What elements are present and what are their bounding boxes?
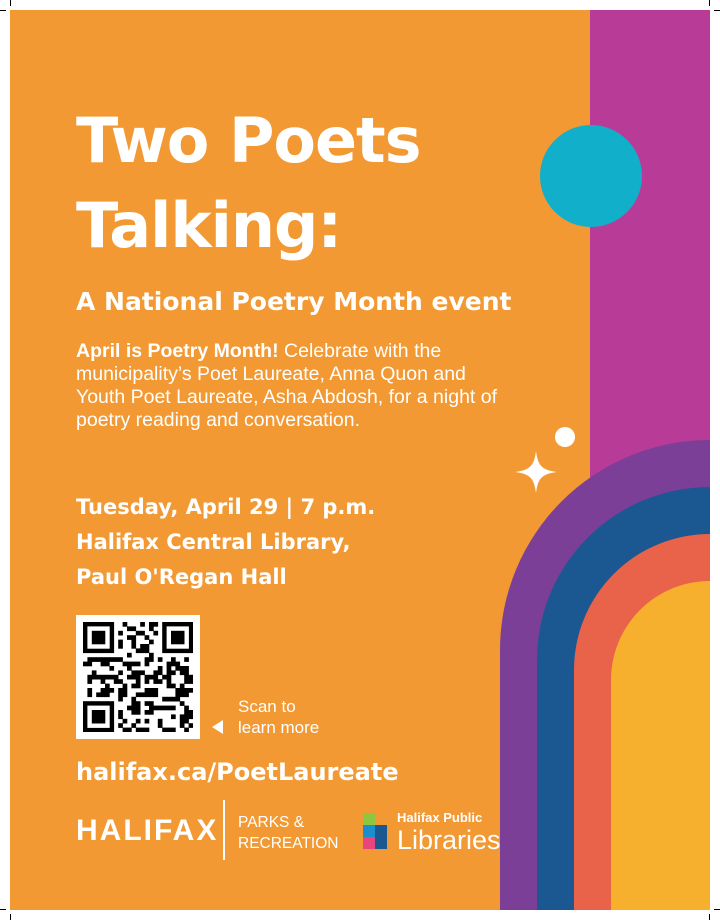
crop-mark	[714, 10, 720, 11]
title-line: Talking:	[76, 189, 342, 262]
library-logo-word: Libraries	[397, 825, 501, 855]
description-body: Celebrate with the municipality’s Poet Laureate, Anna Quon and Youth Poet Laureate, Asha Abdosh, for a night of poetry reading and conversation.	[76, 340, 498, 431]
event-date-time: Tuesday, April 29 | 7 p.m.	[76, 495, 376, 519]
event-poster	[10, 10, 710, 910]
parks-line: RECREATION	[238, 835, 339, 852]
crop-mark	[709, 0, 710, 6]
qr-code-icon	[83, 622, 193, 732]
qr-code[interactable]	[76, 615, 200, 739]
library-logo-icon	[363, 813, 391, 851]
event-description	[76, 340, 516, 432]
event-details	[76, 490, 496, 595]
crop-mark	[714, 909, 720, 910]
title-line: Two Poets	[76, 104, 421, 177]
event-url[interactable]: halifax.ca/PoetLaureate	[76, 758, 399, 786]
logo-divider	[223, 800, 225, 860]
event-venue: Halifax Central Library,	[76, 530, 351, 554]
halifax-logo: HALIFAX	[76, 814, 219, 847]
parks-recreation-logo	[238, 812, 358, 854]
arrow-left-icon	[212, 720, 223, 734]
crop-mark	[10, 914, 11, 920]
description-lead: April is Poetry Month!	[76, 340, 279, 362]
teal-circle	[540, 125, 642, 227]
crop-mark	[0, 909, 6, 910]
event-venue-room: Paul O'Regan Hall	[76, 565, 287, 589]
qr-caption-line: learn more	[238, 718, 320, 737]
rainbow-arches	[500, 430, 710, 910]
qr-caption-line: Scan to	[238, 697, 296, 716]
qr-caption	[238, 696, 358, 738]
parks-line: PARKS &	[238, 814, 305, 831]
crop-mark	[10, 0, 11, 6]
library-logo-name: Halifax Public	[397, 810, 483, 825]
crop-mark	[0, 10, 6, 11]
event-title	[76, 98, 546, 268]
event-subtitle: A National Poetry Month event	[76, 287, 512, 316]
crop-mark	[709, 914, 710, 920]
